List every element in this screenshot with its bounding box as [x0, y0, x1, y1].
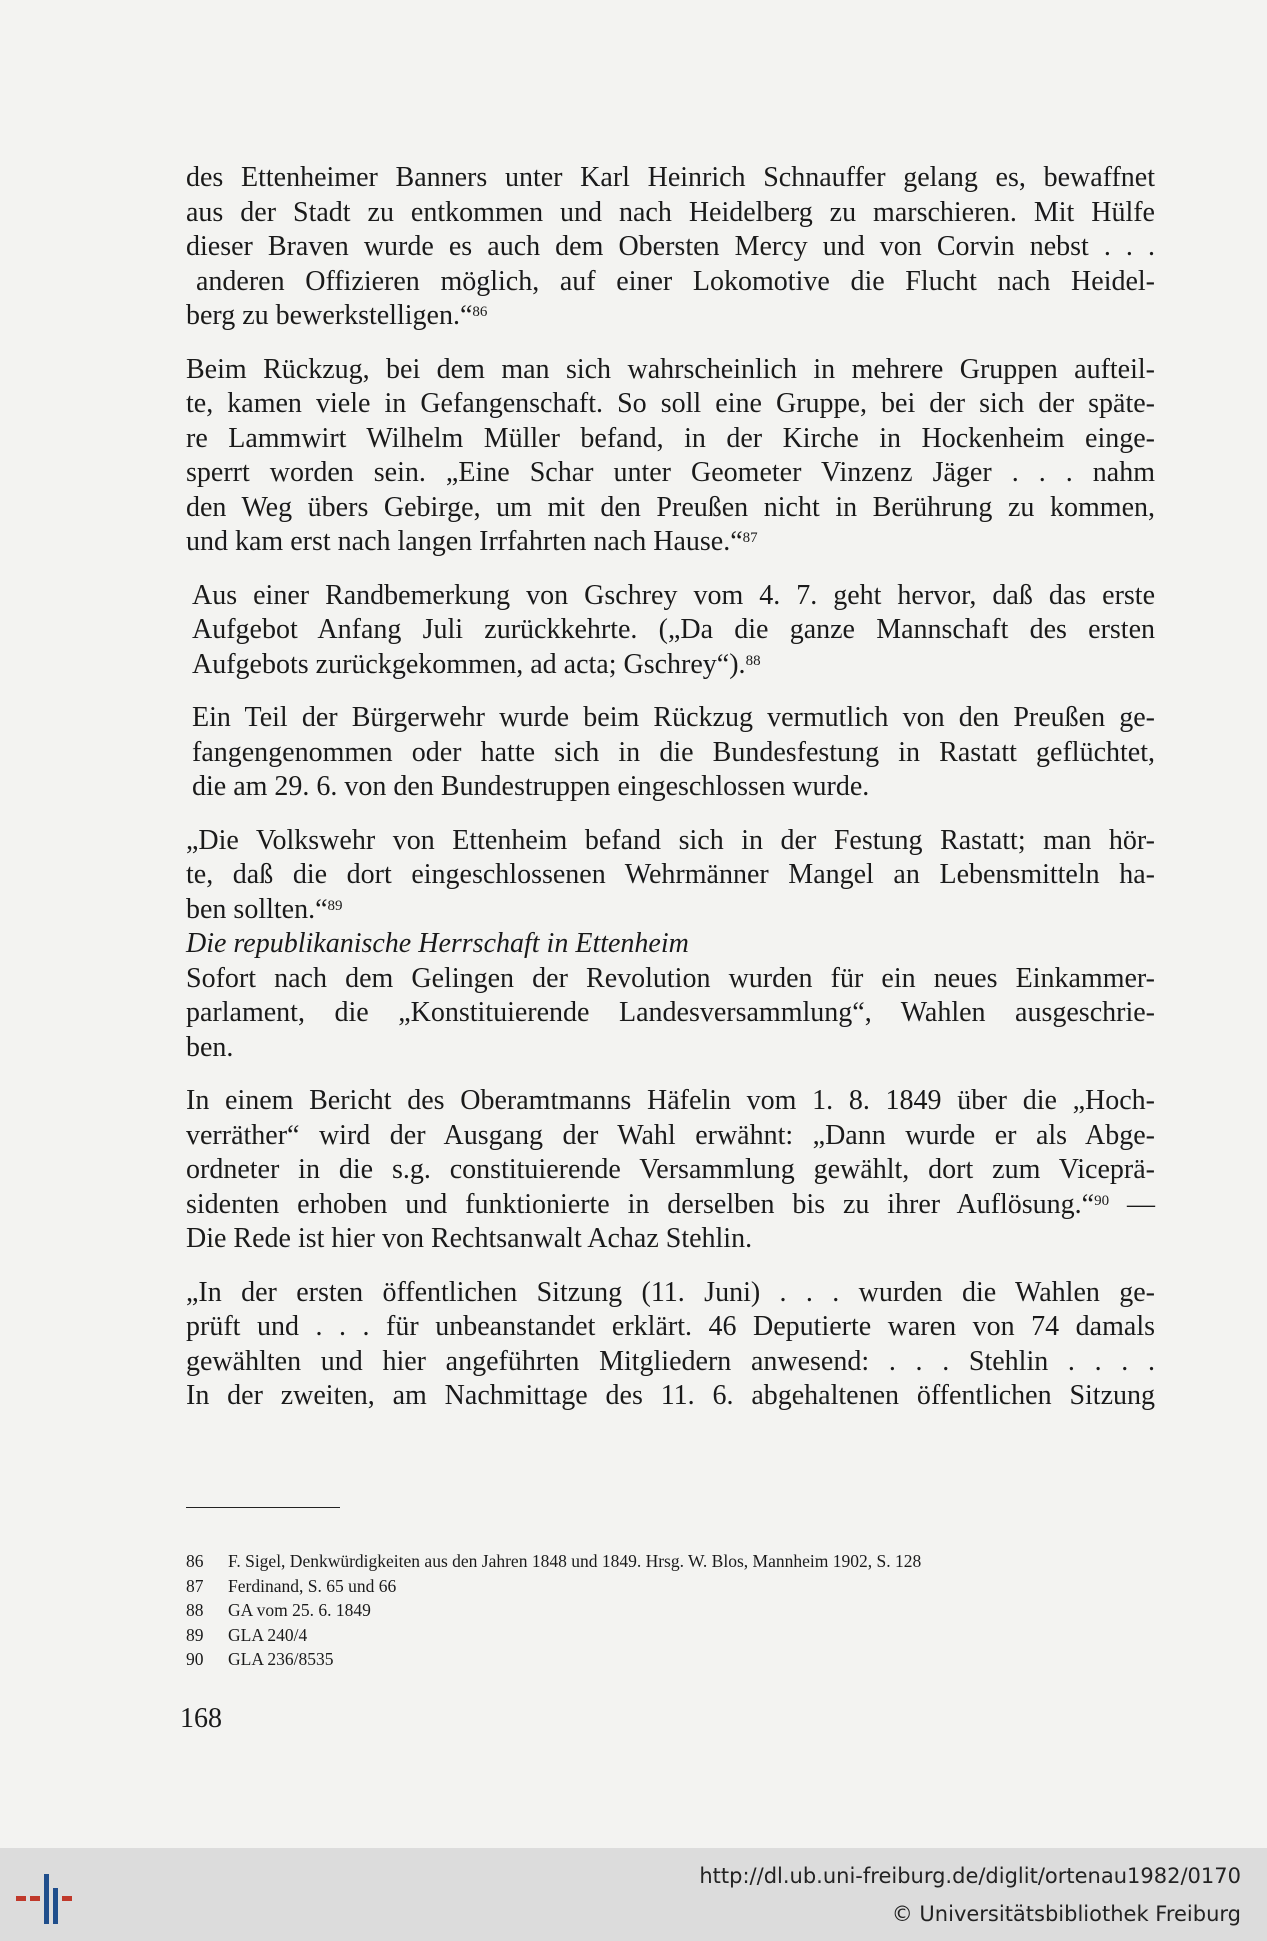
text-line: Aufgebot Anfang Juli zurückkehrte. („Da die ganze Mannschaft des ersten: [192, 614, 1155, 645]
text-line: sperrt worden sein. „Eine Schar unter Geometer Vinzenz Jäger . . . nahm: [186, 457, 1155, 488]
text-line: [192, 648, 1155, 683]
text-line: [186, 525, 1155, 560]
paragraph-8: [186, 1276, 1155, 1414]
footnotes: [186, 1549, 921, 1672]
section-heading: Die republikanische Herrschaft in Ettenheim: [186, 928, 689, 959]
footnote-ref: 86: [472, 304, 488, 320]
viewer-footer: [0, 1848, 1267, 1941]
footnote: [186, 1574, 921, 1599]
text-line: verräther“ wird der Ausgang der Wahl erwähnt: „Dann wurde er als Abge-: [186, 1119, 1155, 1151]
footnote-divider: [186, 1507, 340, 1508]
paragraph-7: [186, 1084, 1155, 1257]
text-line: In der zweiten, am Nachmittage des 11. 6. abgehaltenen öffentlichen Sitzung: [186, 1380, 1155, 1411]
text-line: In einem Bericht des Oberamtmanns Häfelin vom 1. 8. 1849 über die „Hoch-: [186, 1085, 1155, 1116]
text-line: Sofort nach dem Gelingen der Revolution wurden für ein neues Einkammer-: [186, 962, 1155, 994]
footnote: [186, 1647, 921, 1672]
text-line: parlament, die „Konstituierende Landesversammlung“, Wahlen ausgeschrie-: [186, 997, 1155, 1028]
text-line-content: sidenten erhoben und funktionierte in derselben bis zu ihrer Auflösung.“: [186, 1188, 1095, 1220]
text-line: ordneter in die s.g. constituierende Versammlung gewählt, dort zum Viceprä-: [186, 1154, 1155, 1185]
text-line: [186, 1188, 1155, 1223]
page-number: 168: [180, 1703, 222, 1734]
footnote: [186, 1623, 921, 1648]
text-line: fangengenommen oder hatte sich in die Bundesfestung in Rastatt geflüchtet,: [192, 736, 1155, 768]
text-line: te, kamen viele in Gefangenschaft. So soll eine Gruppe, bei der sich der späte-: [186, 388, 1155, 419]
text-line: Die Rede ist hier von Rechtsanwalt Achaz Stehlin.: [186, 1223, 753, 1254]
footnote: [186, 1598, 921, 1623]
text-line: [186, 893, 1155, 928]
ub-freiburg-logo-icon[interactable]: [16, 1874, 80, 1924]
footnote-text: Ferdinand, S. 65 und 66: [228, 1575, 397, 1596]
text-line: den Weg übers Gebirge, um mit den Preußen nicht in Berührung zu kommen,: [186, 491, 1155, 523]
text-line-content: ben sollten.“: [186, 893, 328, 925]
text-line: dieser Braven wurde es auch dem Obersten Mercy und von Corvin nebst . . .: [186, 231, 1155, 262]
footnote-ref: 90: [1094, 1192, 1110, 1209]
body-text: [186, 161, 1155, 1414]
text-line: gewählten und hier angeführten Mitgliedern anwesend: . . . Stehlin . . . .: [186, 1345, 1155, 1377]
text-line-content: und kam erst nach langen Irrfahrten nach Hause.“: [186, 526, 743, 557]
footnote-ref: 87: [742, 530, 758, 546]
footnote-ref: 88: [745, 652, 761, 669]
paragraph-1: [186, 161, 1155, 334]
footnote-text: GA vom 25. 6. 1849: [228, 1600, 371, 1620]
text-line: die am 29. 6. von den Bundestruppen eingeschlossen wurde.: [192, 771, 870, 802]
text-line: „Die Volkswehr von Ettenheim befand sich in der Festung Rastatt; man hör-: [186, 824, 1155, 856]
footnote-text: F. Sigel, Denkwürdigkeiten aus den Jahren 1848 und 1849. Hrsg. W. Blos, Mannheim 1902, S. 128: [228, 1551, 922, 1571]
text-line: prüft und . . . für unbeanstandet erklärt. 46 Deputierte waren von 74 damals: [186, 1311, 1155, 1342]
footnote-text: GLA 236/8535: [228, 1649, 334, 1669]
paragraph-2: [186, 353, 1155, 560]
footnote: [186, 1549, 921, 1574]
em-dash: —: [1109, 1188, 1155, 1220]
footnote-ref: 89: [327, 897, 343, 914]
footnote-number: 88: [186, 1600, 204, 1620]
footnote-number: 86: [186, 1551, 204, 1571]
text-line-content: berg zu bewerkstelligen.“: [186, 300, 473, 331]
copyright-notice: © Universitätsbibliothek Freiburg: [891, 1902, 1241, 1926]
paragraph-6: [186, 962, 1155, 1066]
footnote-number: 87: [186, 1575, 204, 1596]
footnote-number: 90: [186, 1649, 204, 1669]
paragraph-4: [186, 701, 1155, 805]
text-line: aus der Stadt zu entkommen und nach Heidelberg zu marschieren. Mit Hülfe: [186, 196, 1155, 228]
text-line: re Lammwirt Wilhelm Müller befand, in der Kirche in Hockenheim einge-: [186, 422, 1155, 454]
text-line: te, daß die dort eingeschlossenen Wehrmänner Mangel an Lebensmitteln ha-: [186, 859, 1155, 890]
text-line: [186, 299, 1155, 334]
paragraph-5: [186, 824, 1155, 928]
footnote-text: GLA 240/4: [228, 1624, 308, 1645]
text-line: Ein Teil der Bürgerwehr wurde beim Rückzug vermutlich von den Preußen ge-: [192, 702, 1155, 733]
text-line: Aus einer Randbemerkung von Gschrey vom 4. 7. geht hervor, daß das erste: [192, 579, 1155, 611]
text-line-content: Aufgebots zurückgekommen, ad acta; Gschrey“).: [192, 648, 746, 680]
text-line: Beim Rückzug, bei dem man sich wahrscheinlich in mehrere Gruppen aufteil-: [186, 353, 1155, 385]
paragraph-3: [186, 579, 1155, 683]
text-line: ben.: [186, 1031, 234, 1063]
text-line: „In der ersten öffentlichen Sitzung (11. Juni) . . . wurden die Wahlen ge-: [186, 1276, 1155, 1308]
permalink-url[interactable]: http://dl.ub.uni-freiburg.de/diglit/ortenau1982/0170: [699, 1864, 1241, 1888]
footnote-number: 89: [186, 1624, 204, 1645]
text-line: des Ettenheimer Banners unter Karl Heinrich Schnauffer gelang es, bewaffnet: [186, 162, 1155, 193]
text-line: anderen Offizieren möglich, auf einer Lokomotive die Flucht nach Heidel-: [196, 265, 1155, 297]
